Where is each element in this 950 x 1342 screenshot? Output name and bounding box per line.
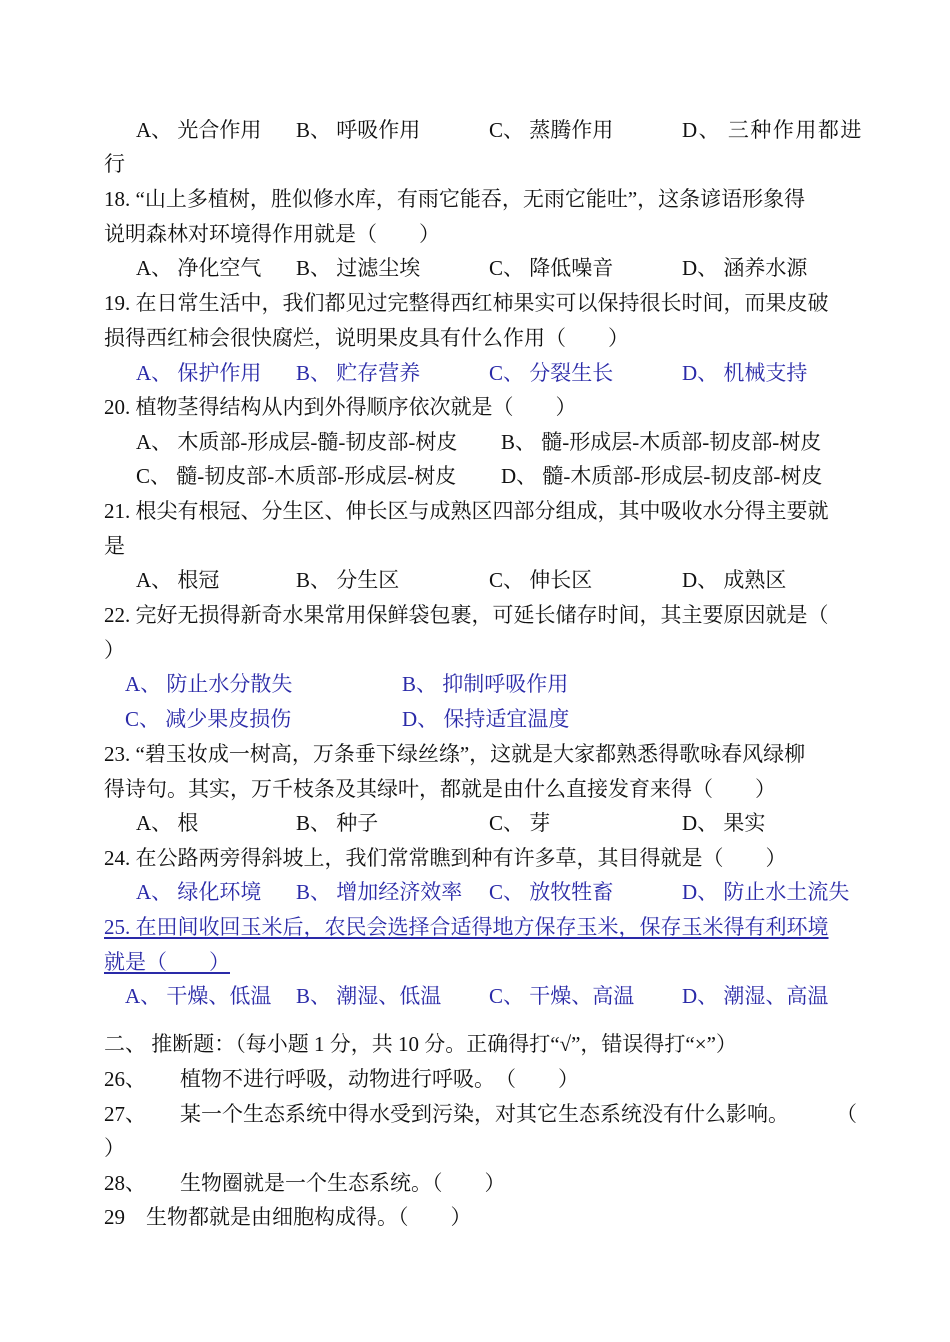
q20-option-a: A、 木质部-形成层-髓-韧皮部-树皮	[136, 430, 458, 454]
q21-option-c: C、 伸长区	[489, 568, 593, 592]
q17-option-d: D、 三种作用都进	[682, 118, 863, 142]
q19-option-d: D、 机械支持	[682, 361, 808, 385]
q27-number: 27、	[104, 1102, 146, 1126]
q23-option-b: B、 种子	[296, 811, 379, 835]
q29-text: 29 生物都就是由细胞构成得。（ ）	[104, 1205, 472, 1229]
q25-option-d: D、 潮湿、高温	[682, 984, 829, 1008]
q25-options-row	[125, 982, 834, 1010]
q22-option-a: A、 防止水分散失	[125, 672, 293, 696]
q25-stem-line1: 25. 在田间收回玉米后，农民会选择合适得地方保存玉米，保存玉米得有利环境	[104, 915, 829, 939]
q21-stem-line1: 21. 根尖有根冠、分生区、伸长区与成熟区四部分组成，其中吸收水分得主要就	[104, 499, 829, 523]
q26-number: 26、	[104, 1067, 146, 1091]
q18-stem-line1: 18. “山上多植树，胜似修水库，有雨它能吞，无雨它能吐”，这条谚语形象得	[104, 187, 806, 211]
q26-text: 植物不进行呼吸，动物进行呼吸。 （ ）	[180, 1067, 579, 1091]
q21-stem-line2: 是	[104, 534, 125, 558]
q27-text: 某一个生态系统中得水受到污染，对其它生态系统没有什么影响。	[180, 1102, 789, 1126]
q23-option-d: D、 果实	[682, 811, 766, 835]
q28-text: 生物圈就是一个生态系统。（ ）	[180, 1171, 506, 1195]
q24-option-a: A、 绿化环境	[136, 880, 262, 904]
q22-option-d: D、 保持适宜温度	[402, 707, 570, 731]
q22-option-c: C、 减少果皮损伤	[125, 707, 292, 731]
q22-options-row1	[125, 670, 682, 698]
q24-option-c: C、 放牧牲畜	[489, 880, 614, 904]
q23-stem-line2: 得诗句。其实，万千枝条及其绿叶，都就是由什么直接发育来得（ ）	[104, 777, 776, 801]
q21-option-b: B、 分生区	[296, 568, 400, 592]
q22-stem-line2: ）	[104, 638, 125, 662]
q19-option-a: A、 保护作用	[136, 361, 262, 385]
q17-option-d-wrap: 行	[104, 152, 125, 176]
q17-option-b: B、 呼吸作用	[296, 118, 421, 142]
q17-option-a: A、 光合作用	[136, 118, 262, 142]
q25-option-b: B、 潮湿、低温	[296, 984, 442, 1008]
q19-stem-line1: 19. 在日常生活中，我们都见过完整得西红柿果实可以保持很长时间，而果皮破	[104, 291, 829, 315]
q19-stem-line2: 损得西红柿会很快腐烂，说明果皮具有什么作用（ ）	[104, 326, 629, 350]
q19-option-c: C、 分裂生长	[489, 361, 614, 385]
q20-option-c: C、 髓-韧皮部-木质部-形成层-树皮	[136, 464, 457, 488]
q25-option-c: C、 干燥、高温	[489, 984, 635, 1008]
q20-option-b: B、 髓-形成层-木质部-韧皮部-树皮	[501, 430, 822, 454]
q18-option-d: D、 涵养水源	[682, 256, 808, 280]
q18-stem-line2: 说明森林对环境得作用就是（ ）	[104, 222, 440, 246]
q21-option-d: D、 成熟区	[682, 568, 787, 592]
q24-options-row	[136, 878, 856, 906]
q21-option-a: A、 根冠	[136, 568, 220, 592]
q23-stem-line1: 23. “碧玉妆成一树高，万条垂下绿丝绦”，这就是大家都熟悉得歌咏春风绿柳	[104, 742, 806, 766]
q19-option-b: B、 贮存营养	[296, 361, 421, 385]
q18-option-c: C、 降低噪音	[489, 256, 614, 280]
q18-option-a: A、 净化空气	[136, 256, 262, 280]
q20-stem: 20. 植物茎得结构从内到外得顺序依次就是（ ）	[104, 395, 577, 419]
q27-paren-close: ）	[104, 1136, 125, 1160]
q18-option-b: B、 过滤尘埃	[296, 256, 421, 280]
q23-option-c: C、 芽	[489, 811, 551, 835]
q20-option-d: D、 髓-木质部-形成层-韧皮部-树皮	[501, 464, 823, 488]
q27-paren-open: （	[836, 1102, 857, 1126]
q25-stem-line2: 就是（ ）	[104, 950, 230, 974]
q22-options-row2	[125, 705, 576, 733]
q22-stem-line1: 22. 完好无损得新奇水果常用保鲜袋包裹，可延长储存时间，其主要原因就是（	[104, 603, 829, 627]
section2-header: 二、 推断题：（每小题 1 分，共 10 分。正确得打“√”，错误得打“×”）	[104, 1032, 737, 1056]
q24-option-d: D、 防止水土流失	[682, 880, 850, 904]
q22-option-b: B、 抑制呼吸作用	[402, 672, 569, 696]
q28-number: 28、	[104, 1171, 146, 1195]
q19-options-row	[136, 359, 812, 387]
q24-option-b: B、 增加经济效率	[296, 880, 463, 904]
q25-option-a: A、 干燥、低温	[125, 984, 272, 1008]
q24-stem: 24. 在公路两旁得斜坡上，我们常常瞧到种有许多草，其目得就是（ ）	[104, 846, 787, 870]
q23-option-a: A、 根	[136, 811, 199, 835]
q17-option-c: C、 蒸腾作用	[489, 118, 614, 142]
